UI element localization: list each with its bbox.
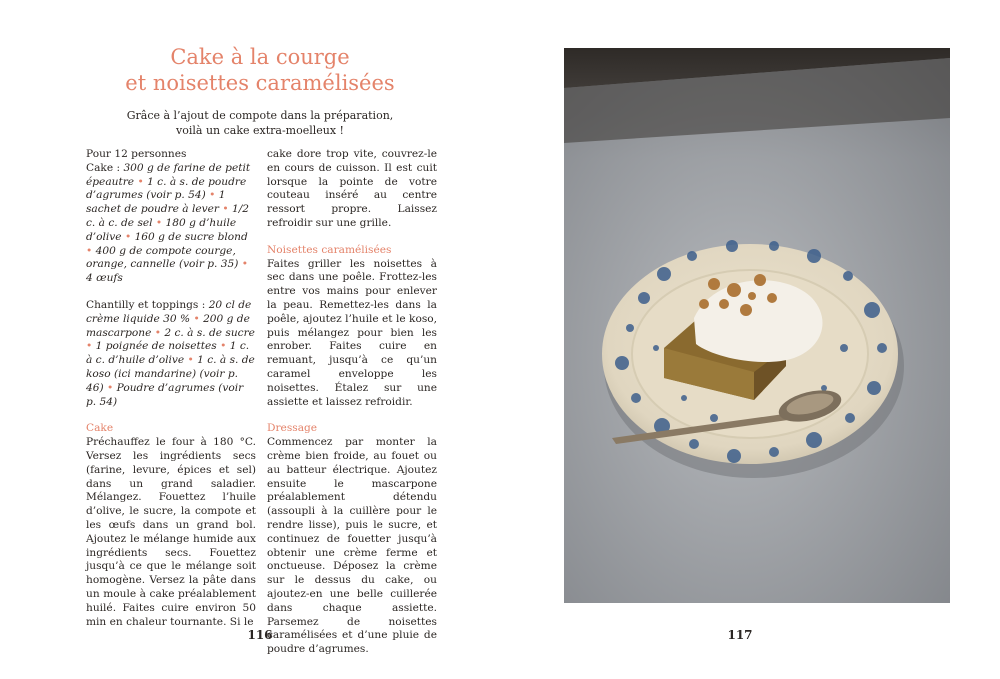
ingredient: 4 œufs — [86, 272, 123, 285]
text-column-2 — [267, 148, 437, 657]
bullet-icon: • — [86, 244, 93, 257]
chantilly-label: Chantilly et toppings : — [86, 298, 206, 311]
title-line-2: et noisettes caramélisées — [125, 71, 395, 95]
ingredient: 1 poignée de noisettes — [95, 340, 217, 353]
cake-ingredients — [86, 162, 256, 286]
chantilly-ingredients — [86, 299, 256, 409]
right-page — [500, 0, 1000, 679]
title-line-1: Cake à la courge — [170, 45, 350, 69]
nuts-instructions: Faites griller les noisettes à sec dans une poêle. Frottez-les entre vos mains pour enlever la peau. Remettez-les dans la poêle, ajoutez l’huile et le koso, puis mélangez pour bien les enrober. Faites cuire en remuant, jusqu’à ce qu’un caramel enveloppe les noisettes. Étalez sur une assiette et laissez refroidir. — [267, 257, 437, 408]
bullet-icon: • — [155, 216, 163, 229]
serves: Pour 12 personnes — [86, 148, 187, 160]
recipe-title — [60, 44, 460, 96]
intro-line-1: Grâce à l’ajout de compote dans la préparation, — [126, 109, 394, 122]
ingredient: 160 g de sucre blond — [134, 230, 248, 243]
ingredient: 200 g de mascarpone — [86, 312, 250, 339]
cake-instructions-continued: cake dore trop vite, couvrez-le en cours de cuisson. Il est cuit lorsque la pointe de votre couteau inséré au centre ressort propre. Laissez refroidir sur une grille. — [267, 148, 437, 229]
ingredient: 1 c. à c. d’huile d’olive — [86, 340, 250, 367]
bullet-icon: • — [193, 312, 200, 325]
bullet-icon: • — [241, 258, 249, 271]
recipe-intro — [100, 108, 420, 138]
ingredient: 1 sachet de poudre à lever — [86, 189, 226, 216]
ingredient: 1 c. à s. de poudre d’agrumes (voir p. 54) — [86, 175, 247, 202]
ingredient: 20 cl de crème liquide 30 % — [86, 298, 252, 325]
section-title-nuts: Noisettes caramélisées — [267, 243, 392, 256]
section-title-cake: Cake — [86, 422, 114, 435]
bullet-icon: • — [154, 326, 161, 339]
ingredient: 180 g d’huile d’olive — [86, 216, 237, 243]
dressage-instructions: Commencez par monter la crème bien froide, au fouet ou au batteur électrique. Ajoutez ensuite le mascarpone préalablement détendu (assoupli à la cuillère pour le rendre lisse), puis le sucre, et continuez de fouetter jusqu’à obtenir une crème ferme et onctueuse. Déposez la crème sur le dessus du cake, ou ajoutez-en une belle cuillerée dans chaque assiette. Parsemez de noisettes caramélisées et d’une pluie de poudre d’agrumes. — [267, 436, 437, 656]
intro-line-2: voilà un cake extra-moelleux ! — [176, 124, 344, 137]
bullet-icon: • — [187, 354, 194, 367]
bullet-icon: • — [137, 175, 144, 188]
ingredient: 400 g de compote courge, orange, cannelle (voir p. 35) — [86, 244, 239, 271]
ingredient: 1 c. à s. de koso (ici mandarine) (voir p. 46) — [86, 354, 255, 394]
bullet-icon: • — [222, 203, 229, 216]
ingredient: 1/2 c. à c. de sel — [86, 203, 250, 229]
cake-label: Cake : — [86, 161, 121, 174]
page-number-right: 117 — [727, 628, 753, 642]
photo-cake — [564, 48, 950, 603]
ingredient: 2 c. à s. de sucre — [164, 326, 255, 339]
bullet-icon: • — [124, 230, 132, 243]
section-title-dressage: Dressage — [267, 422, 318, 435]
cake-instructions: Préchauffez le four à 180 °C. Versez les ingrédients secs (farine, levure, épices et sel) dans un grand saladier. Mélangez. Fouettez l’huile d’olive, le sucre, la compote et les œufs dans un grand bol. Ajoutez le mélange humide aux ingrédients secs. Fouettez jusqu’à ce que le mélange soit homogène. Versez la pâte dans un moule à cake préalablement huilé. Faites cuire environ 50 min en chaleur tournante. Si le — [86, 436, 256, 628]
bullet-icon: • — [209, 189, 216, 202]
ingredient: Poudre d’agrumes (voir p. 54) — [86, 381, 244, 408]
ingredient: 300 g de farine de petit épeautre — [86, 161, 251, 188]
text-column-1 — [86, 148, 256, 629]
bullet-icon: • — [107, 381, 114, 394]
page-number-left: 116 — [247, 628, 273, 642]
photo-illustration — [564, 48, 950, 603]
bullet-icon: • — [220, 340, 227, 353]
bullet-icon: • — [86, 340, 93, 353]
